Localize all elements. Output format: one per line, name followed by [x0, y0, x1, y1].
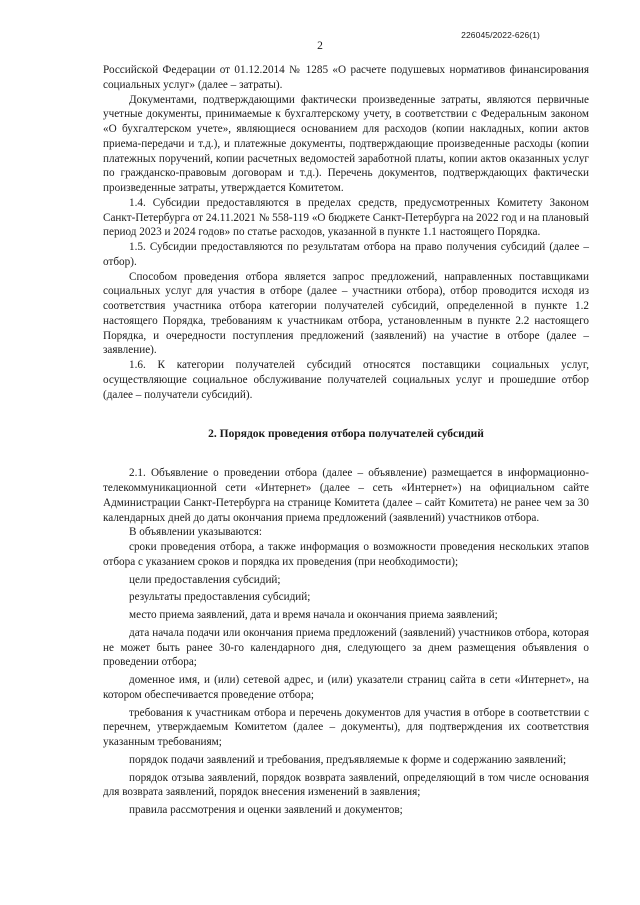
page-number: 2 — [317, 40, 323, 52]
list-item: результаты предоставления субсидий; — [129, 591, 311, 604]
list-item: доменное имя, и (или) сетевой адрес, и (или) указатели страниц сайта в сети «Интернет», на котором обеспечивается проведение отбора; — [103, 674, 589, 701]
document-body — [103, 63, 589, 818]
document-registration-number: 226045/2022-626(1) — [461, 30, 540, 40]
paragraph: 2.1. Объявление о проведении отбора (далее – объявление) размещается в информационно-телекоммуникационной сети «Интернет» (далее – сеть «Интернет») на официальном сайте Администрации Санкт-Петербурга на странице Комитета (далее – сайт Комитета) не ранее чем за 30 календарных дней до даты окончания приема предложений (заявлений) участников отбора. — [103, 467, 589, 524]
paragraph: 1.5. Субсидии предоставляются по результатам отбора на право получения субсидий (далее – отбор). — [103, 241, 589, 268]
list-item: порядок подачи заявлений и требования, предъявляемые к форме и содержанию заявлений; — [129, 753, 567, 766]
list-item: дата начала подачи или окончания приема предложений (заявлений) участников отбора, которая не может быть ранее 30-го календарного дня, следующего за днем размещения объявления о проведении отбора; — [103, 626, 589, 669]
paragraph: В объявлении указываются: — [129, 526, 262, 539]
list-item: цели предоставления субсидий; — [129, 573, 281, 586]
paragraph: 1.6. К категории получателей субсидий относятся поставщики социальных услуг, осуществляющие социальное обслуживание получателей социальных услуг и прошедшие отбор (далее – получатели субсидий). — [103, 359, 589, 401]
list-item: правила рассмотрения и оценки заявлений и документов; — [129, 804, 403, 816]
list-item: порядок отзыва заявлений, порядок возврата заявлений, определяющий в том числе основания для возврата заявлений, порядок внесения изменений в заявления; — [103, 771, 589, 799]
list-item: требования к участникам отбора и перечень документов для участия в отборе в соответствии с перечнем, утверждаемым Комитетом (далее – документы), для подтверждения их соответствия указанным требованиям; — [103, 706, 589, 748]
section-heading: 2. Порядок проведения отбора получателей субсидий — [208, 428, 484, 441]
paragraph: Российской Федерации от 01.12.2014 № 1285 «О расчете подушевых нормативов финансирования социальных услуг» (далее – затраты). — [103, 64, 589, 91]
paragraph: Способом проведения отбора является запрос предложений, направленных поставщиками социальных услуг для участия в отборе (далее – участники отбора), отбор проводится исходя из соответствия участника отбора категории получателей субсидий, определенной в пункте 1.2 настоящего Порядка, требованиям к участникам отбора, установленным в пункте 2.2 настоящего Порядка, и очередности поступления предложений (заявлений) на участие в отборе (далее – заявление). — [103, 270, 589, 357]
list-item: сроки проведения отбора, а также информация о возможности проведения нескольких этапов отбора с указанием сроков и порядка их проведения (при необходимости); — [103, 541, 589, 568]
list-item: место приема заявлений, дата и время начала и окончания приема заявлений; — [129, 609, 498, 621]
paragraph: 1.4. Субсидии предоставляются в пределах средств, предусмотренных Комитету Законом Санкт-Петербурга от 24.11.2021 № 558-119 «О бюджете Санкт-Петербурга на 2022 год и на плановый период 2023 и 2024 годов» по статье расходов, указанной в пункте 1.1 настоящего Порядка. — [103, 196, 589, 239]
paragraph: Документами, подтверждающими фактически произведенные затраты, являются первичные учетные документы, принимаемые к бухгалтерскому учету, в соответствии с Федеральным законом «О бухгалтерском учете», являющиеся основанием для расходов (копии накладных, копии актов приема-передачи и т.д.), и платежные документы, подтверждающие произведенные расходы (копии платежных поручений, копии расчетных ведомостей заработной платы, копии актов оказанных услуг по гражданско-правовым договорам и т.д.). Перечень документов, подтверждающих фактически произведенные затраты, утверждается Комитетом. — [103, 93, 589, 194]
